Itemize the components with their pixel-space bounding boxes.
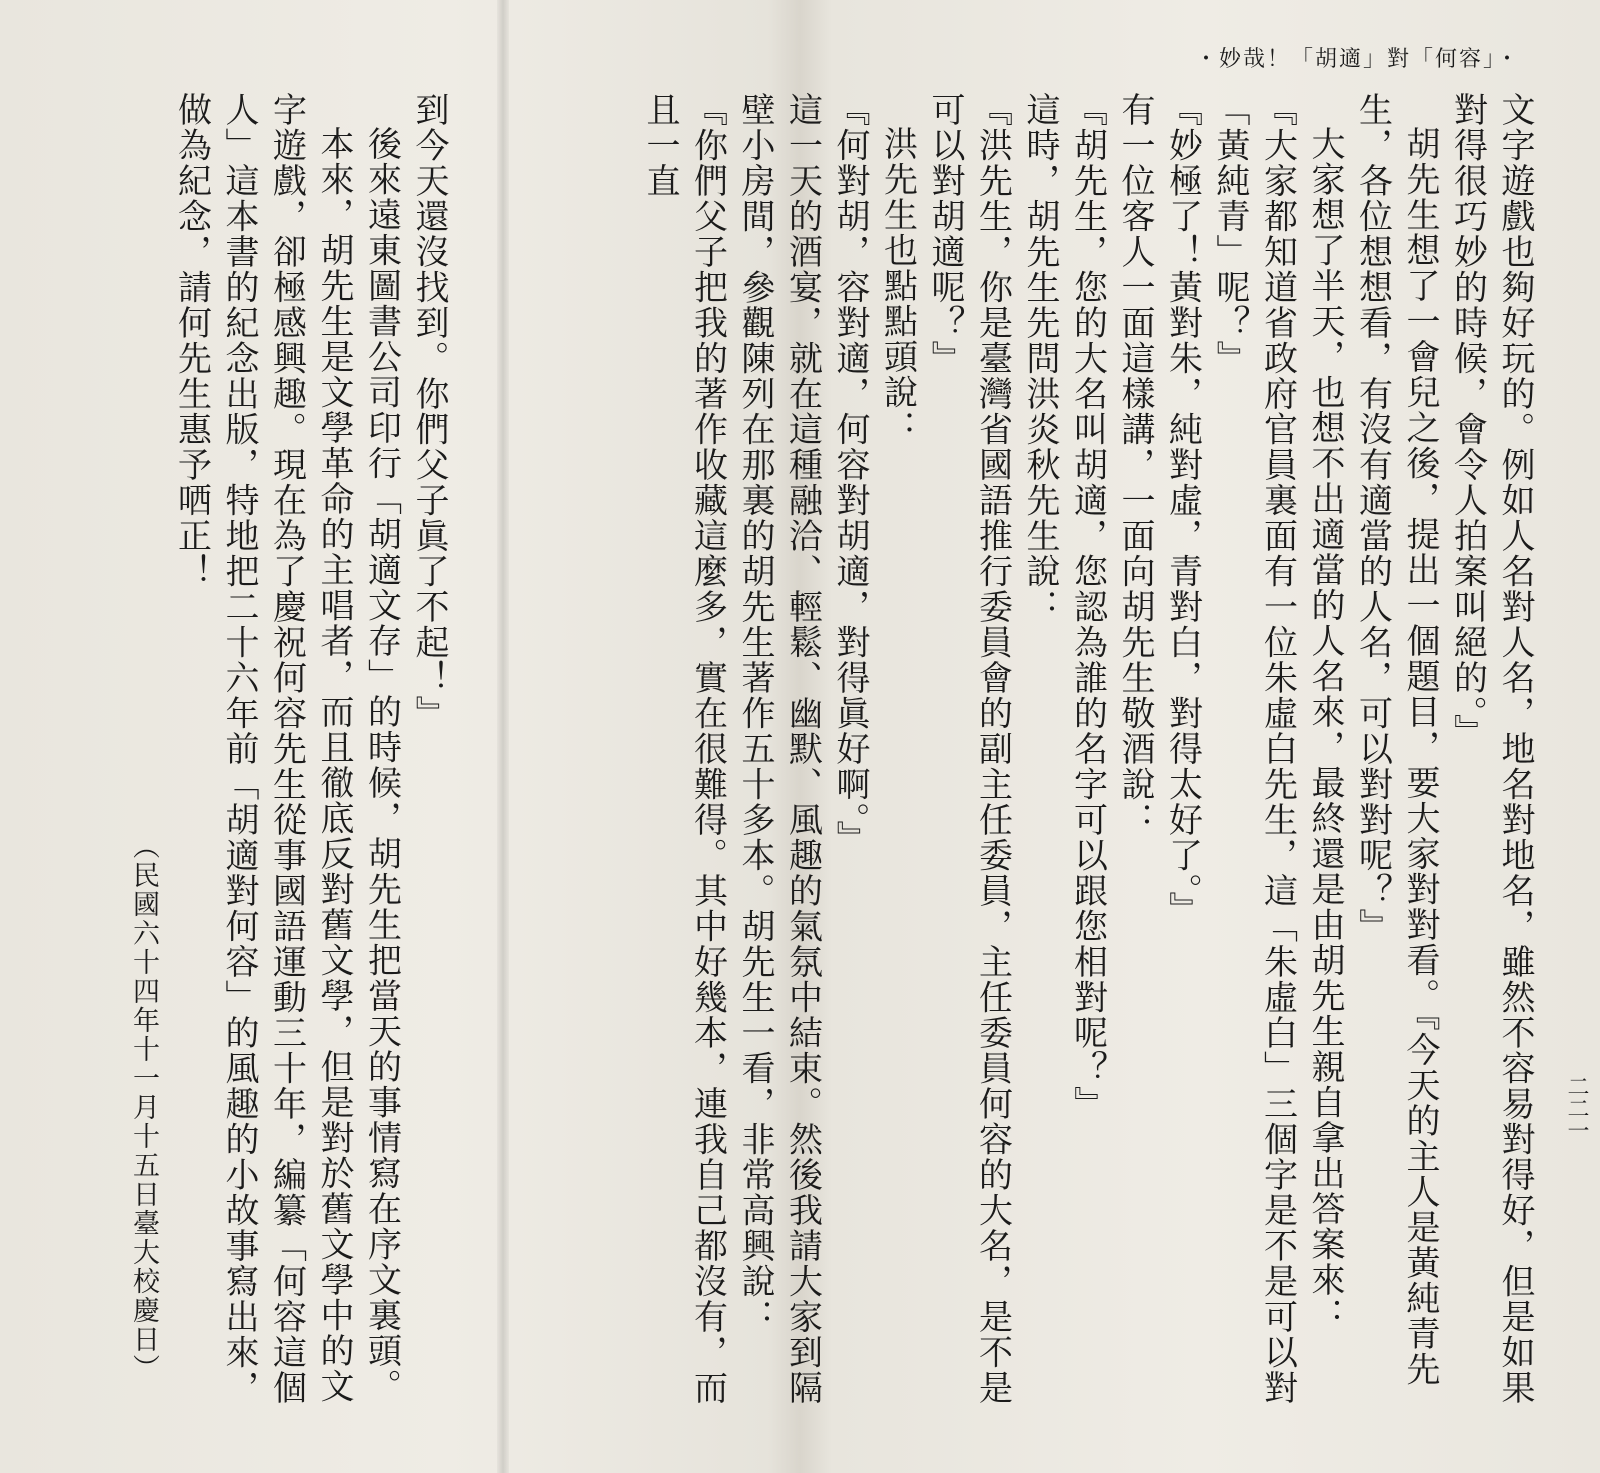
- paragraph: 『妙極了！黃對朱，純對虛，青對白，對得太好了。』: [1162, 92, 1203, 927]
- paragraph: 胡先生想了一會兒之後，提出一個題目，要大家對對看。『今天的主人是黃純青先生，各位想想看，有沒有適當的人名，可以對對呢？』: [1352, 92, 1440, 1387]
- paragraph: 大家想了半天，也想不出適當的人名來，最終還是由胡先生親自拿出答案來：: [1305, 126, 1345, 1333]
- paragraph: 文字遊戲也夠好玩的。例如人名對人名，地名對地名，雖然不容易對得好，但是如果對得很巧妙的時候，會令人拍案叫絕的。』: [1447, 92, 1535, 1406]
- dateline: （民國六十四年十一月十五日臺大校慶日）: [128, 832, 159, 1383]
- paragraph: 『你們父子把我的著作收藏這麼多，實在很難得。其中好幾本，連我自己都沒有，而且一直: [640, 92, 728, 1406]
- paragraph: 這一天的酒宴，就在這種融洽、輕鬆、幽默、風趣的氣氛中結束。然後我請大家到隔壁小房間，參觀陳列在那裏的胡先生著作五十多本。胡先生一看，非常高興說：: [735, 92, 823, 1406]
- right-page: [505, 0, 1600, 1473]
- right-page-text: [528, 92, 1538, 1422]
- paragraph: 本來，胡先生是文學革命的主唱者，而且徹底反對舊文學，但是對於舊文學中的文字遊戲，卻極感興趣。現在為了慶祝何容先生從事國語運動三十年，編纂「何容這個人」這本書的紀念出版，特地把二十六年前「胡適對何容」的風趣的小故事寫出來，做為紀念，請何先生惠予哂正！: [171, 92, 354, 1406]
- paragraph: 到今天還沒找到。你們父子眞了不起！』: [409, 92, 449, 731]
- paragraph: 『胡先生，您的大名叫胡適，您認為誰的名字可以跟您相對呢？』: [1067, 92, 1108, 1122]
- paragraph: 『大家都知道省政府官員裏面有一位朱虛白先生，這「朱虛白」三個字是不是可以對「黃純青」呢？』: [1210, 92, 1298, 1406]
- paragraph: 這時，胡先生先問洪炎秋先生說：: [1020, 92, 1060, 625]
- left-page: [0, 0, 500, 1473]
- page-number: 二二一: [1564, 1075, 1589, 1141]
- paragraph: 洪先生也點點頭說：: [877, 126, 918, 446]
- paragraph: 後來遠東圖書公司印行「胡適文存」的時候，胡先生把當天的事情寫在序文裏頭。: [361, 126, 402, 1404]
- left-page-text: [2, 92, 452, 1422]
- paragraph: 『洪先生，你是臺灣省國語推行委員會的副主任委員，主任委員何容的大名，是不是可以對胡適呢？』: [925, 92, 1013, 1406]
- running-header: ・「容何」對「適胡」！哉妙・: [1194, 47, 1520, 72]
- paragraph: 有一位客人一面這樣講，一面向胡先生敬酒說：: [1115, 92, 1155, 838]
- paragraph: 『何對胡，容對適，何容對胡適，對得眞好啊。』: [830, 92, 870, 856]
